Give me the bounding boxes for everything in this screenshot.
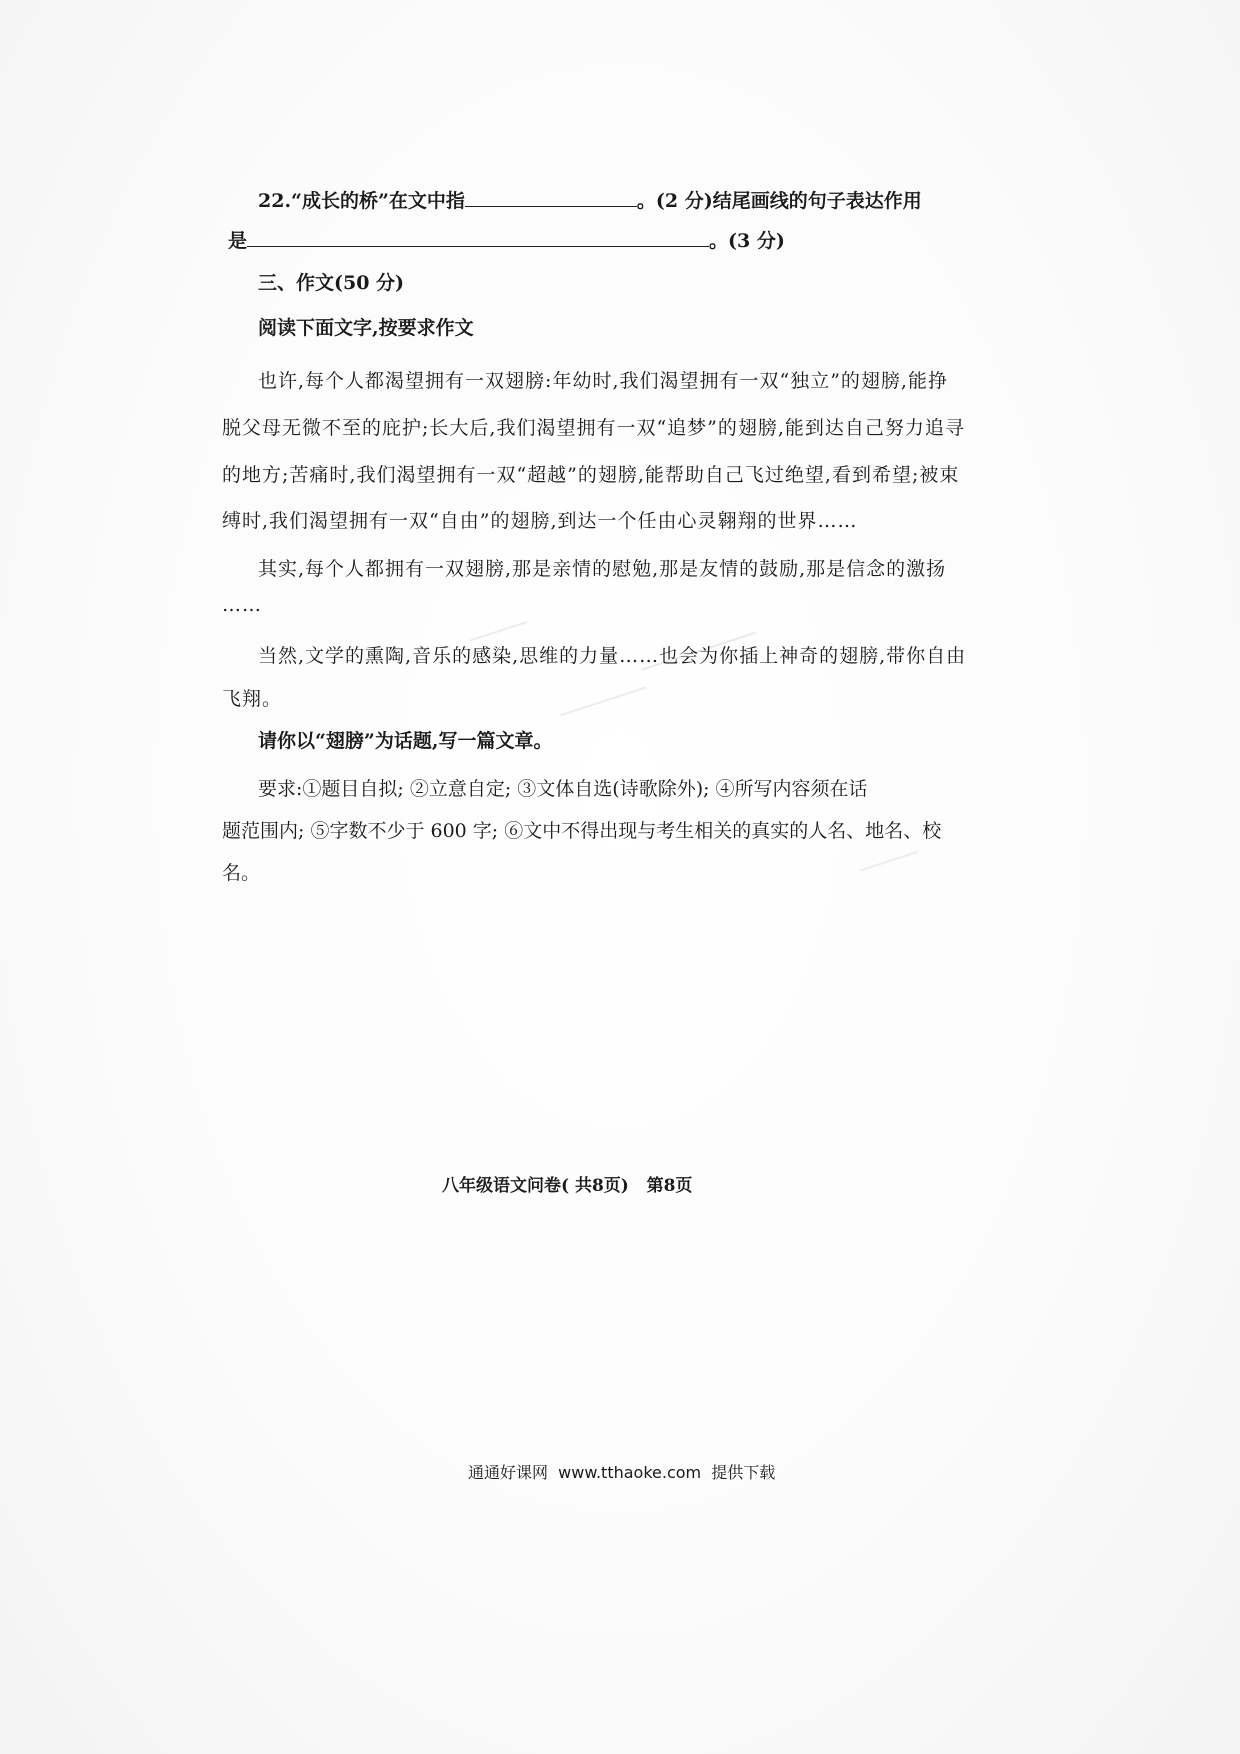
question-22-prefix: 22.“成长的桥”在文中指 — [258, 190, 465, 212]
instruction: 阅读下面文字,按要求作文 — [258, 317, 474, 339]
paragraph1-line1: 也许,每个人都渴望拥有一双翅膀:年幼时,我们渴望拥有一双“独立”的翅膀,能挣 — [258, 370, 948, 392]
paragraph2-line2: …… — [222, 594, 262, 616]
answer-blank-2 — [247, 228, 709, 247]
paragraph1-line2: 脱父母无微不至的庇护;长大后,我们渴望拥有一双“追梦”的翅膀,能到达自己努力追寻 — [222, 417, 965, 439]
question-22-line1 — [258, 188, 922, 214]
answer-blank-1 — [465, 188, 637, 207]
question-22-score2: 。(3 分) — [709, 230, 785, 252]
essay-prompt: 请你以“翅膀”为话题,写一篇文章。 — [258, 730, 553, 752]
requirements-line3: 名。 — [222, 862, 261, 884]
question-22-line2-prefix: 是 — [228, 230, 248, 252]
paragraph3-line1: 当然,文学的熏陶,音乐的感染,思维的力量……也会为你插上神奇的翅膀,带你自由 — [258, 645, 967, 667]
requirements-line2: 题范围内; ⑤字数不少于 600 字; ⑥文中不得出现与考生相关的真实的人名、地名、校 — [222, 820, 942, 842]
site-footer: 通通好课网 www.tthaoke.com 提供下载 — [468, 1463, 776, 1482]
paragraph3-line2: 飞翔。 — [222, 688, 283, 710]
question-22-line2 — [228, 228, 785, 254]
page-footer: 八年级语文问卷( 共8页) 第8页 — [442, 1176, 693, 1196]
question-22-score1: 。(2 分)结尾画线的句子表达作用 — [636, 190, 922, 212]
paragraph1-line4: 缚时,我们渴望拥有一双“自由”的翅膀,到达一个任由心灵翱翔的世界…… — [222, 510, 858, 532]
requirements-line1: 要求:①题目自拟; ②立意自定; ③文体自选(诗歌除外); ④所写内容须在话 — [258, 778, 868, 800]
section-title: 三、作文(50 分) — [258, 272, 405, 294]
paragraph1-line3: 的地方;苦痛时,我们渴望拥有一双“超越”的翅膀,能帮助自己飞过绝望,看到希望;被束 — [222, 464, 960, 486]
paragraph2-line1: 其实,每个人都拥有一双翅膀,那是亲情的慰勉,那是友情的鼓励,那是信念的激扬 — [258, 558, 947, 580]
